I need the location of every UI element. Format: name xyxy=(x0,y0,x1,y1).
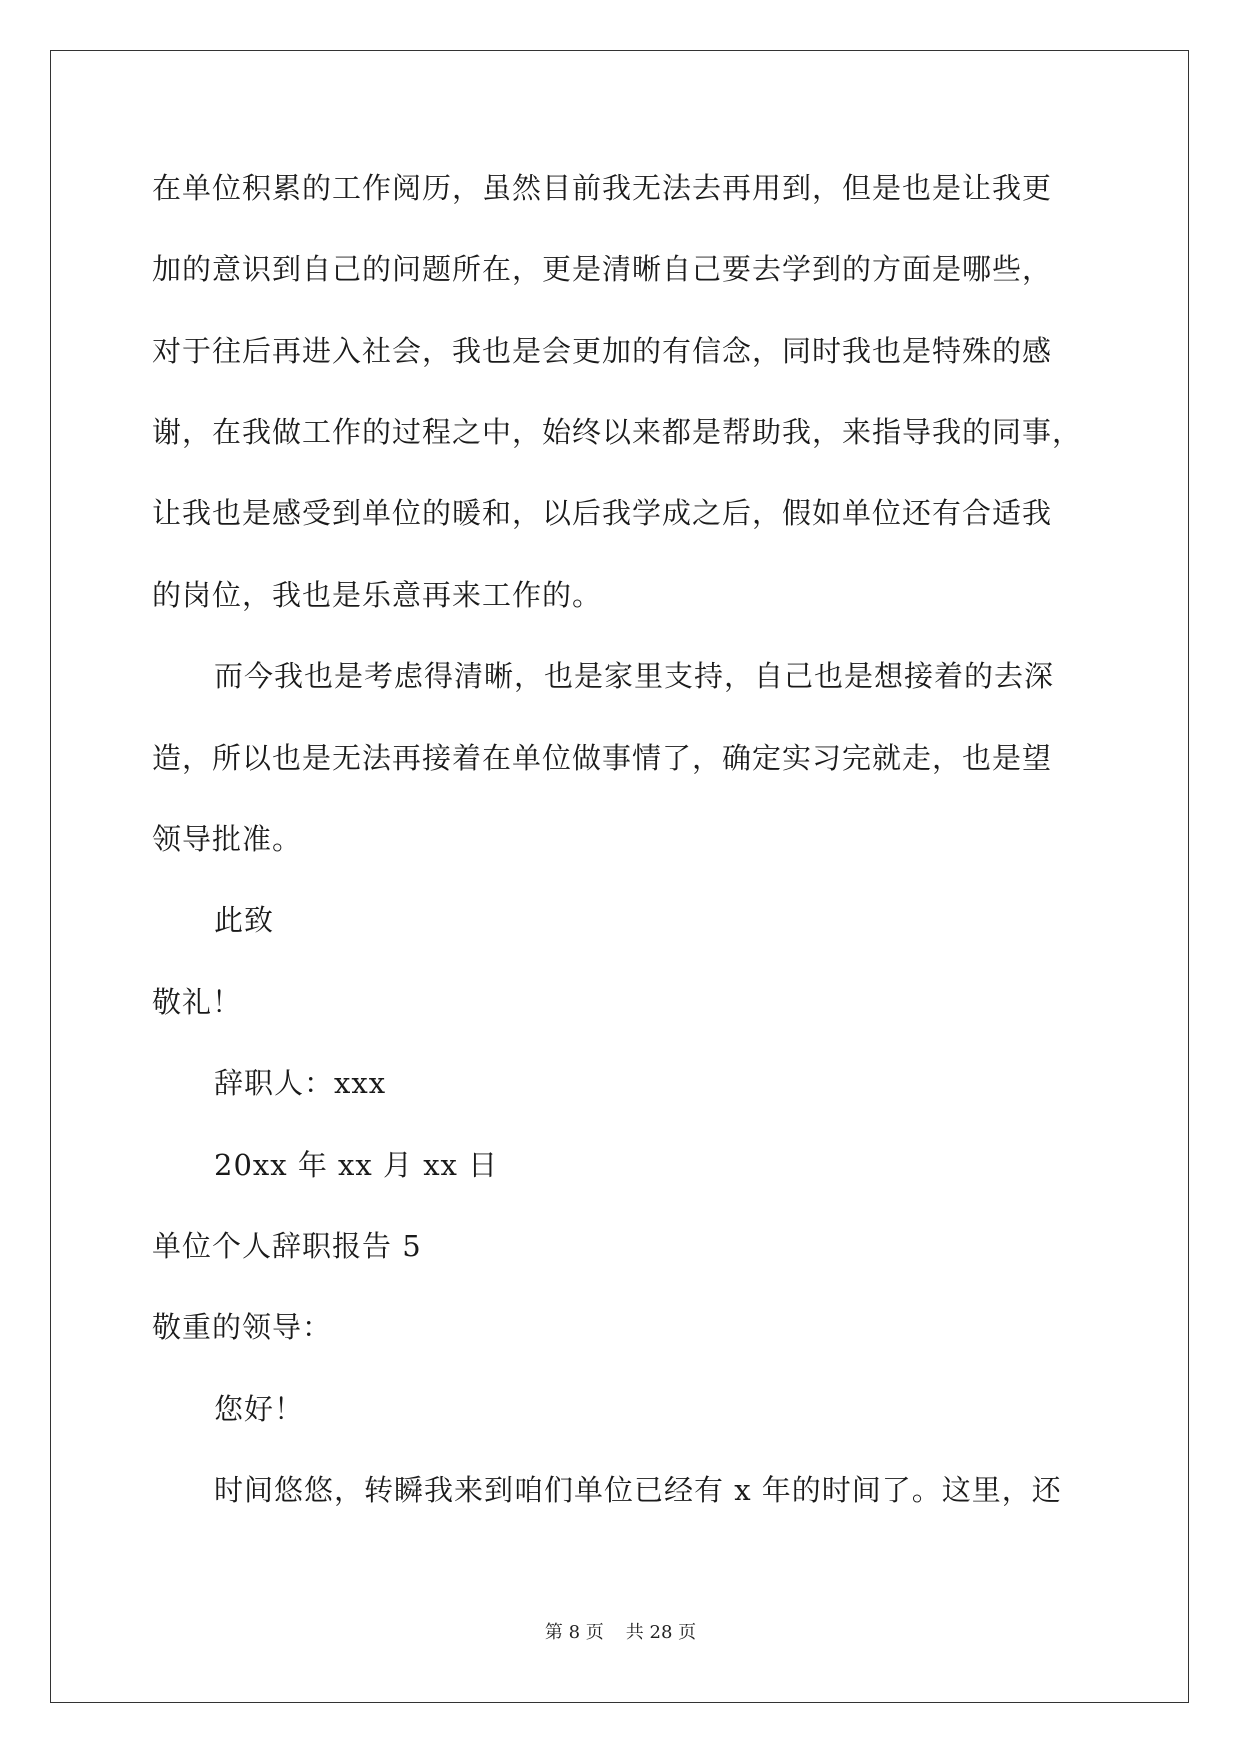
page-footer xyxy=(0,1622,1241,1644)
body-line-3: 对于往后再进入社会，我也是会更加的有信念，同时我也是特殊的感 xyxy=(152,334,1053,368)
closing-regards: 敬礼！ xyxy=(152,985,243,1019)
page-number: 第 8 页 xyxy=(544,1622,604,1643)
greeting-hello: 您好！ xyxy=(214,1392,305,1426)
section-title: 单位个人辞职报告 5 xyxy=(152,1229,422,1263)
date-line: 20xx 年 xx 月 xx 日 xyxy=(214,1148,499,1182)
page-frame xyxy=(50,50,1189,1703)
body-line-6: 的岗位，我也是乐意再来工作的。 xyxy=(152,578,603,612)
page-total: 共 28 页 xyxy=(625,1622,697,1643)
greeting-recipient: 敬重的领导： xyxy=(152,1310,333,1344)
body-line-last: 时间悠悠，转瞬我来到咱们单位已经有 x 年的时间了。这里，还 xyxy=(214,1473,1062,1507)
body-line-2: 加的意识到自己的问题所在，更是清晰自己要去学到的方面是哪些， xyxy=(152,252,1053,286)
body-line-5: 让我也是感受到单位的暖和，以后我学成之后，假如单位还有合适我 xyxy=(152,496,1053,530)
body-line-8: 造，所以也是无法再接着在单位做事情了，确定实习完就走，也是望 xyxy=(152,741,1053,775)
signer-line: 辞职人：xxx xyxy=(214,1066,387,1100)
closing-salutation: 此致 xyxy=(214,903,275,937)
body-line-9: 领导批准。 xyxy=(152,822,303,856)
body-line-4: 谢，在我做工作的过程之中，始终以来都是帮助我，来指导我的同事， xyxy=(152,415,1083,449)
body-line-1: 在单位积累的工作阅历，虽然目前我无法去再用到，但是也是让我更 xyxy=(152,171,1053,205)
body-line-7: 而今我也是考虑得清晰，也是家里支持，自己也是想接着的去深 xyxy=(214,659,1055,693)
